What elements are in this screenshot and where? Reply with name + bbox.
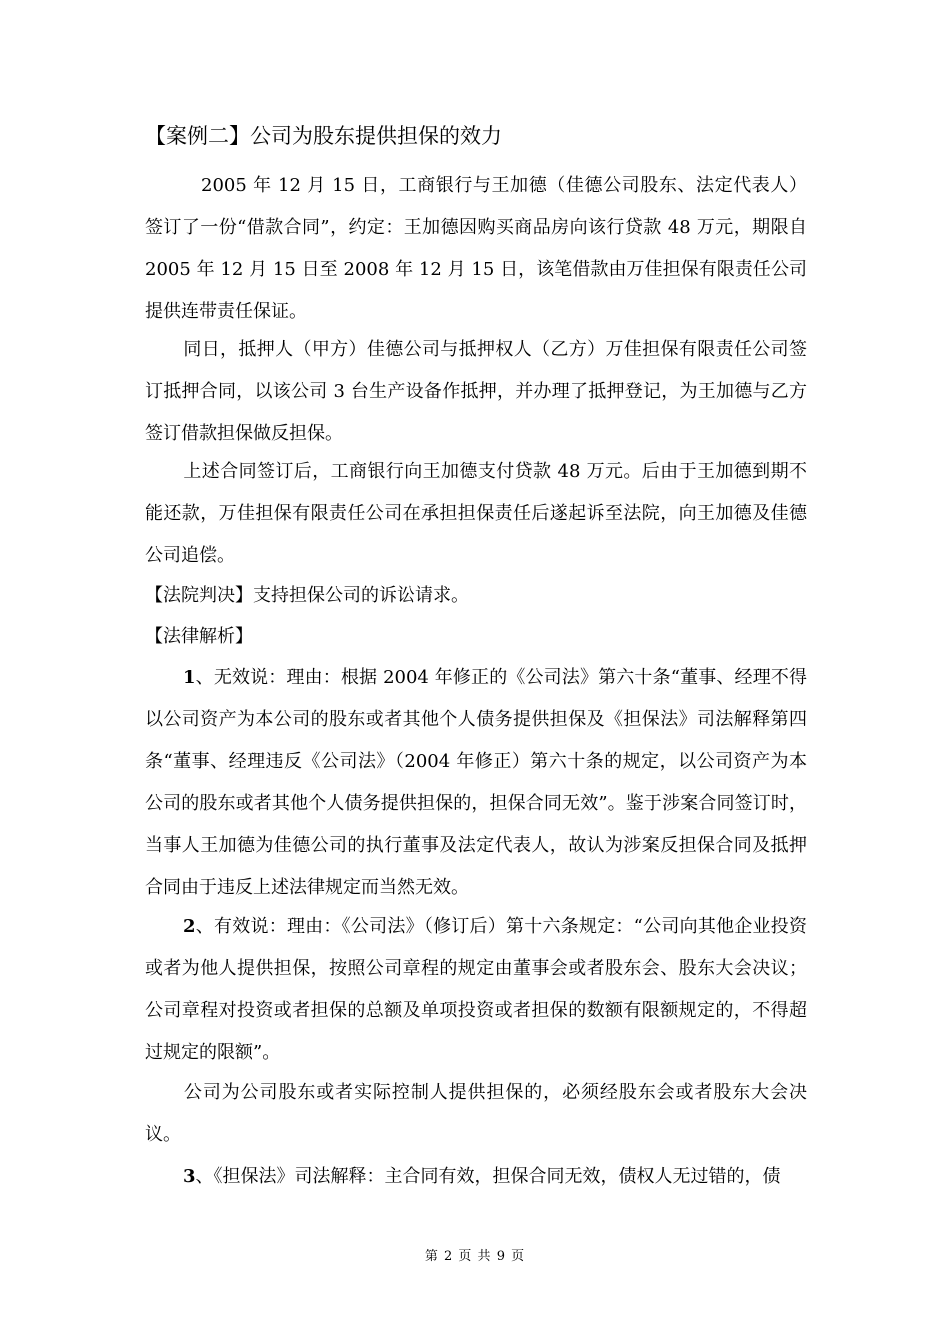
paragraph-text: 同日，抵押人（甲方）佳德公司与抵押权人（乙方）万佳担保有限责任公司签订抵押合同，以该公司 3 台生产设备作抵押，并办理了抵押登记，为王加德与乙方签订借款担保做反担保。 (145, 339, 807, 444)
court-judgment (145, 575, 807, 617)
analysis-point-invalid (145, 657, 807, 909)
paragraph-text: 公司为公司股东或者实际控制人提供担保的，必须经股东会或者股东大会决议。 (145, 1082, 807, 1145)
paragraph-repayment (145, 451, 807, 577)
case-title: 【案例二】公司为股东提供担保的效力 (145, 124, 502, 148)
paragraph-loan-contract (145, 165, 807, 333)
page-number-footer: 第 2 页 共 9 页 (424, 1249, 526, 1264)
paragraph-text: 、《担保法》司法解释：主合同有效，担保合同无效，债权人无过错的，债 (195, 1166, 781, 1187)
point-number: 1 (183, 667, 196, 688)
paragraph-text: 【法院判决】支持担保公司的诉讼请求。 (145, 585, 469, 606)
analysis-point-valid (145, 906, 807, 1074)
point-number: 2 (183, 916, 196, 937)
paragraph-text: 【法律解析】 (145, 626, 253, 647)
analysis-point-guarantee-law (145, 1156, 807, 1198)
point-number: 3 (183, 1166, 196, 1187)
paragraph-text: 、无效说：理由：根据 2004 年修正的《公司法》第六十条“董事、经理不得以公司资产为本公司的股东或者其他个人债务提供担保及《担保法》司法解释第四条“董事、经理违反《公司法》（2004 年修正）第六十条的规定，以公司资产为本公司的股东或者其他个人债务提供担保的，担保合同无效”。鉴于涉案合同签订时，当事人王加德为佳德公司的执行董事及法定代表人，故认为涉案反担保合同及抵押合同由于违反上述法律规定而当然无效。 (145, 667, 807, 898)
paragraph-mortgage-contract (145, 329, 807, 455)
legal-analysis-heading (145, 616, 807, 658)
paragraph-shareholder-guarantee (145, 1072, 807, 1156)
paragraph-text: 、有效说：理由：《公司法》（修订后）第十六条规定：“公司向其他企业投资或者为他人提供担保，按照公司章程的规定由董事会或者股东会、股东大会决议；公司章程对投资或者担保的总额及单项投资或者担保的数额有限额规定的，不得超过规定的限额”。 (145, 916, 807, 1063)
paragraph-text: 上述合同签订后，工商银行向王加德支付贷款 48 万元。后由于王加德到期不能还款，万佳担保有限责任公司在承担担保责任后遂起诉至法院，向王加德及佳德公司追偿。 (145, 461, 807, 566)
paragraph-text: 2005 年 12 月 15 日，工商银行与王加德（佳德公司股东、法定代表人）签订了一份“借款合同”，约定：王加德因购买商品房向该行贷款 48 万元，期限自 2005 年 12 月 15 日至 2008 年 12 月 15 日，该笔借款由万佳担保有限责任公司提供连带责任保证。 (145, 175, 807, 322)
